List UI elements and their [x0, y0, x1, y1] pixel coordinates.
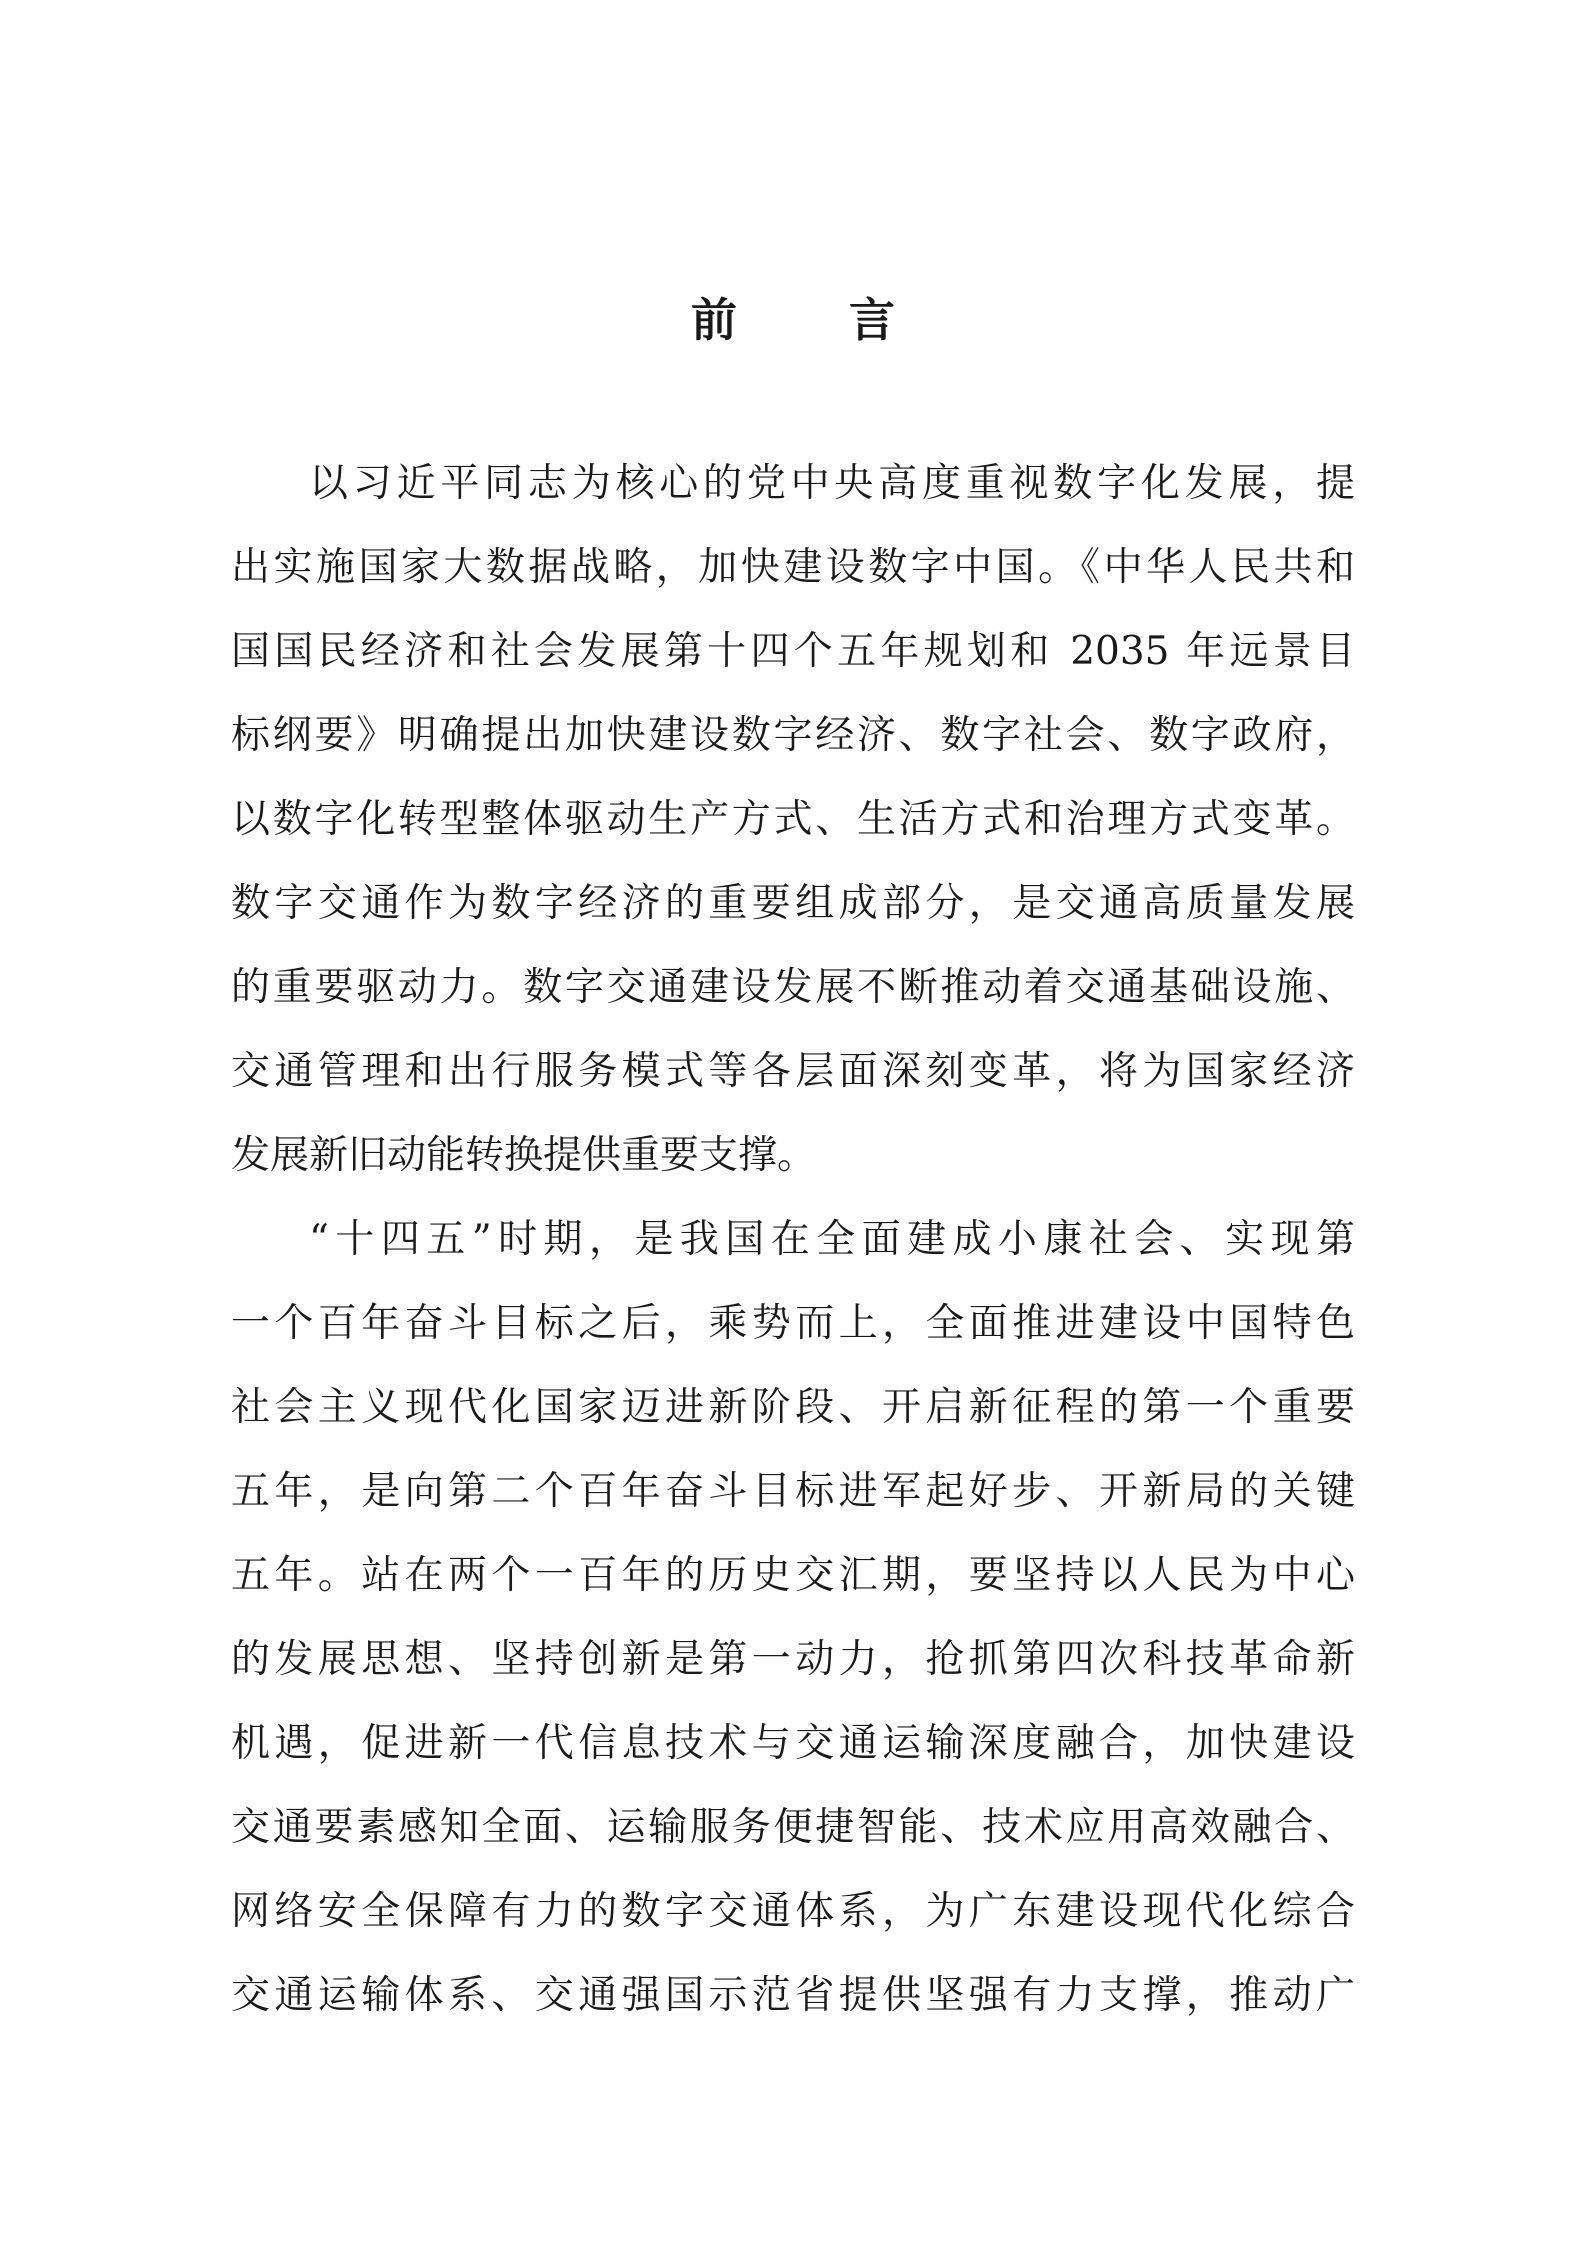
paragraph-line: 国国民经济和社会发展第十四个五年规划和 2035 年远景目	[231, 629, 1355, 674]
paragraph-line: 交通要素感知全面、运输服务便捷智能、技术应用高效融合、	[231, 1805, 1355, 1850]
paragraph-line: 的发展思想、坚持创新是第一动力，抢抓第四次科技革命新	[231, 1637, 1355, 1682]
paragraph-line: 出实施国家大数据战略，加快建设数字中国。《中华人民共和	[231, 545, 1355, 590]
paragraph-line: 五年，是向第二个百年奋斗目标进军起好步、开新局的关键	[231, 1469, 1355, 1514]
paragraph-line: 的重要驱动力。数字交通建设发展不断推动着交通基础设施、	[231, 965, 1355, 1010]
paragraph-line: 以习近平同志为核心的党中央高度重视数字化发展，提	[309, 461, 1355, 506]
paragraph-line: 社会主义现代化国家迈进新阶段、开启新征程的第一个重要	[231, 1385, 1355, 1430]
paragraph-1	[231, 442, 1355, 1198]
paragraph-line: 数字交通作为数字经济的重要组成部分，是交通高质量发展	[231, 881, 1355, 926]
paragraph-line: “十四五”时期，是我国在全面建成小康社会、实现第	[309, 1217, 1355, 1262]
paragraph-line: 交通运输体系、交通强国示范省提供坚强有力支撑，推动广	[231, 1973, 1355, 2018]
paragraph-2	[231, 1198, 1355, 2038]
paragraph-line: 交通管理和出行服务模式等各层面深刻变革，将为国家经济	[231, 1049, 1355, 1094]
page-title: 前 言	[690, 293, 943, 347]
paragraph-line: 五年。站在两个一百年的历史交汇期，要坚持以人民为中心	[231, 1553, 1355, 1598]
preface-body	[231, 442, 1355, 2038]
paragraph-line: 网络安全保障有力的数字交通体系，为广东建设现代化综合	[231, 1889, 1355, 1934]
paragraph-line: 以数字化转型整体驱动生产方式、生活方式和治理方式变革。	[231, 797, 1355, 842]
paragraph-line: 机遇，促进新一代信息技术与交通运输深度融合，加快建设	[231, 1721, 1355, 1766]
paragraph-line: 标纲要》明确提出加快建设数字经济、数字社会、数字政府，	[231, 713, 1355, 758]
paragraph-line: 发展新旧动能转换提供重要支撑。	[231, 1133, 817, 1178]
paragraph-line: 一个百年奋斗目标之后，乘势而上，全面推进建设中国特色	[231, 1301, 1355, 1346]
